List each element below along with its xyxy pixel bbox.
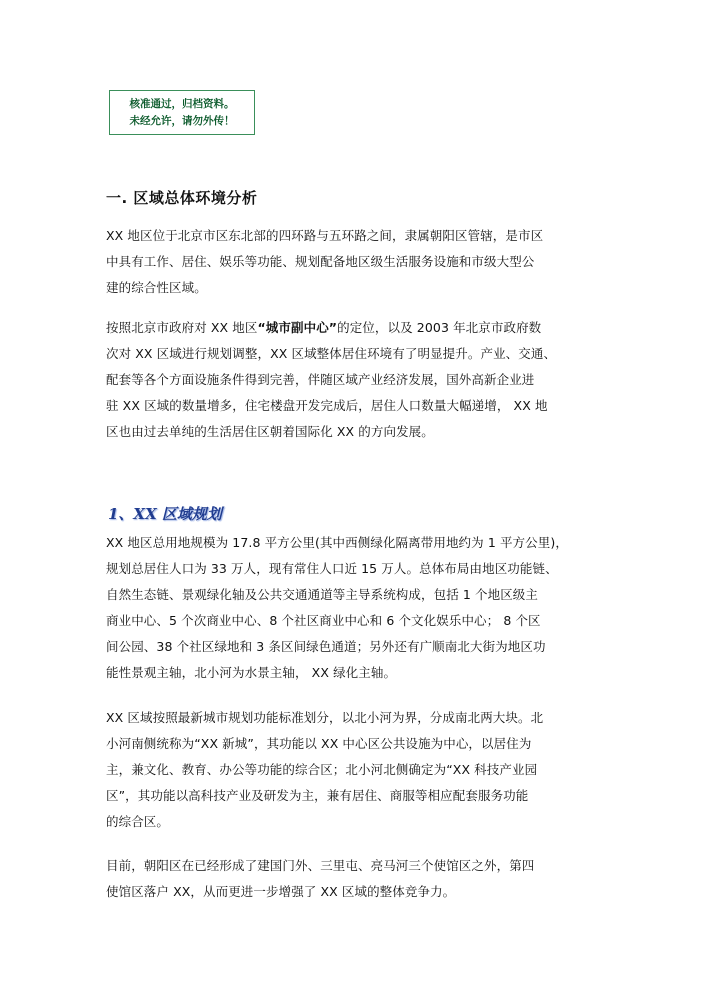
section-heading-regional-environment: 一. 区域总体环境分析 <box>106 189 258 207</box>
paragraph-planning-positioning <box>106 315 606 445</box>
text-line: 小河南侧统称为“XX 新城”，其功能以 XX 中心区公共设施为中心，以居住为 <box>106 736 532 751</box>
text-line: 区”，其功能以高科技产业及研发为主，兼有居住、商服等相应配套服务功能 <box>106 788 529 803</box>
text-line: 自然生态链、景观绿化轴及公共交通通道等主导系统构成，包括 1 个地区级主 <box>106 587 539 602</box>
text-line: 间公园、38 个社区绿地和 3 条区间绿色通道；另外还有广顺南北大街为地区功 <box>106 639 546 654</box>
text-line: 建的综合性区域。 <box>106 280 207 295</box>
text-line: XX 地区位于北京市区东北部的四环路与五环路之间，隶属朝阳区管辖，是市区 <box>106 228 544 243</box>
text-line: 中具有工作、居住、娱乐等功能、规划配备地区级生活服务设施和市级大型公 <box>106 254 535 269</box>
text-line: 能性景观主轴，北小河为水景主轴， XX 绿化主轴。 <box>106 665 397 680</box>
paragraph-land-scale <box>106 530 606 686</box>
text-line: 使馆区落户 XX，从而更进一步增强了 XX 区域的整体竞争力。 <box>106 884 456 899</box>
text-line: 规划总居住人口为 33 万人，现有常住人口近 15 万人。总体布局由地区功能链、 <box>106 561 558 576</box>
text-line: 的综合区。 <box>106 814 170 829</box>
notice-line-1: 核准通过，归档资料。 <box>129 98 235 110</box>
text-line: 次对 XX 区域进行规划调整，XX 区域整体居住环境有了明显提升。产业、交通、 <box>106 346 557 361</box>
subsection-heading-regional-planning: 1、XX 区域规划 <box>108 505 222 523</box>
confidential-notice-stamp <box>109 90 255 135</box>
notice-line-2: 未经允许，请勿外传！ <box>129 115 235 127</box>
text-line: 目前，朝阳区在已经形成了建国门外、三里屯、亮马河三个使馆区之外，第四 <box>106 858 535 873</box>
text-span: 按照北京市政府对 XX 地区 <box>106 320 258 335</box>
text-span: 的定位，以及 2003 年北京市政府数 <box>337 320 542 335</box>
text-line <box>106 315 606 341</box>
emphasis-city-subcenter: “城市副中心” <box>257 320 338 335</box>
paragraph-embassy-district <box>106 853 606 905</box>
text-line: 区也由过去单纯的生活居住区朝着国际化 XX 的方向发展。 <box>106 424 434 439</box>
text-line: 配套等各个方面设施条件得到完善，伴随区域产业经济发展，国外高新企业进 <box>106 372 535 387</box>
paragraph-functional-division <box>106 705 606 835</box>
text-line: XX 地区总用地规模为 17.8 平方公里(其中西侧绿化隔离带用地约为 1 平方公里)， <box>106 535 568 550</box>
text-line: XX 区域按照最新城市规划功能标准划分，以北小河为界，分成南北两大块。北 <box>106 710 544 725</box>
text-line: 驻 XX 区域的数量增多，住宅楼盘开发完成后，居住人口数量大幅递增， XX 地 <box>106 398 548 413</box>
text-line: 主，兼文化、教育、办公等功能的综合区；北小河北侧确定为“XX 科技产业园 <box>106 762 538 777</box>
paragraph-location <box>106 223 606 301</box>
text-line: 商业中心、5 个次商业中心、8 个社区商业中心和 6 个文化娱乐中心； 8 个区 <box>106 613 541 628</box>
